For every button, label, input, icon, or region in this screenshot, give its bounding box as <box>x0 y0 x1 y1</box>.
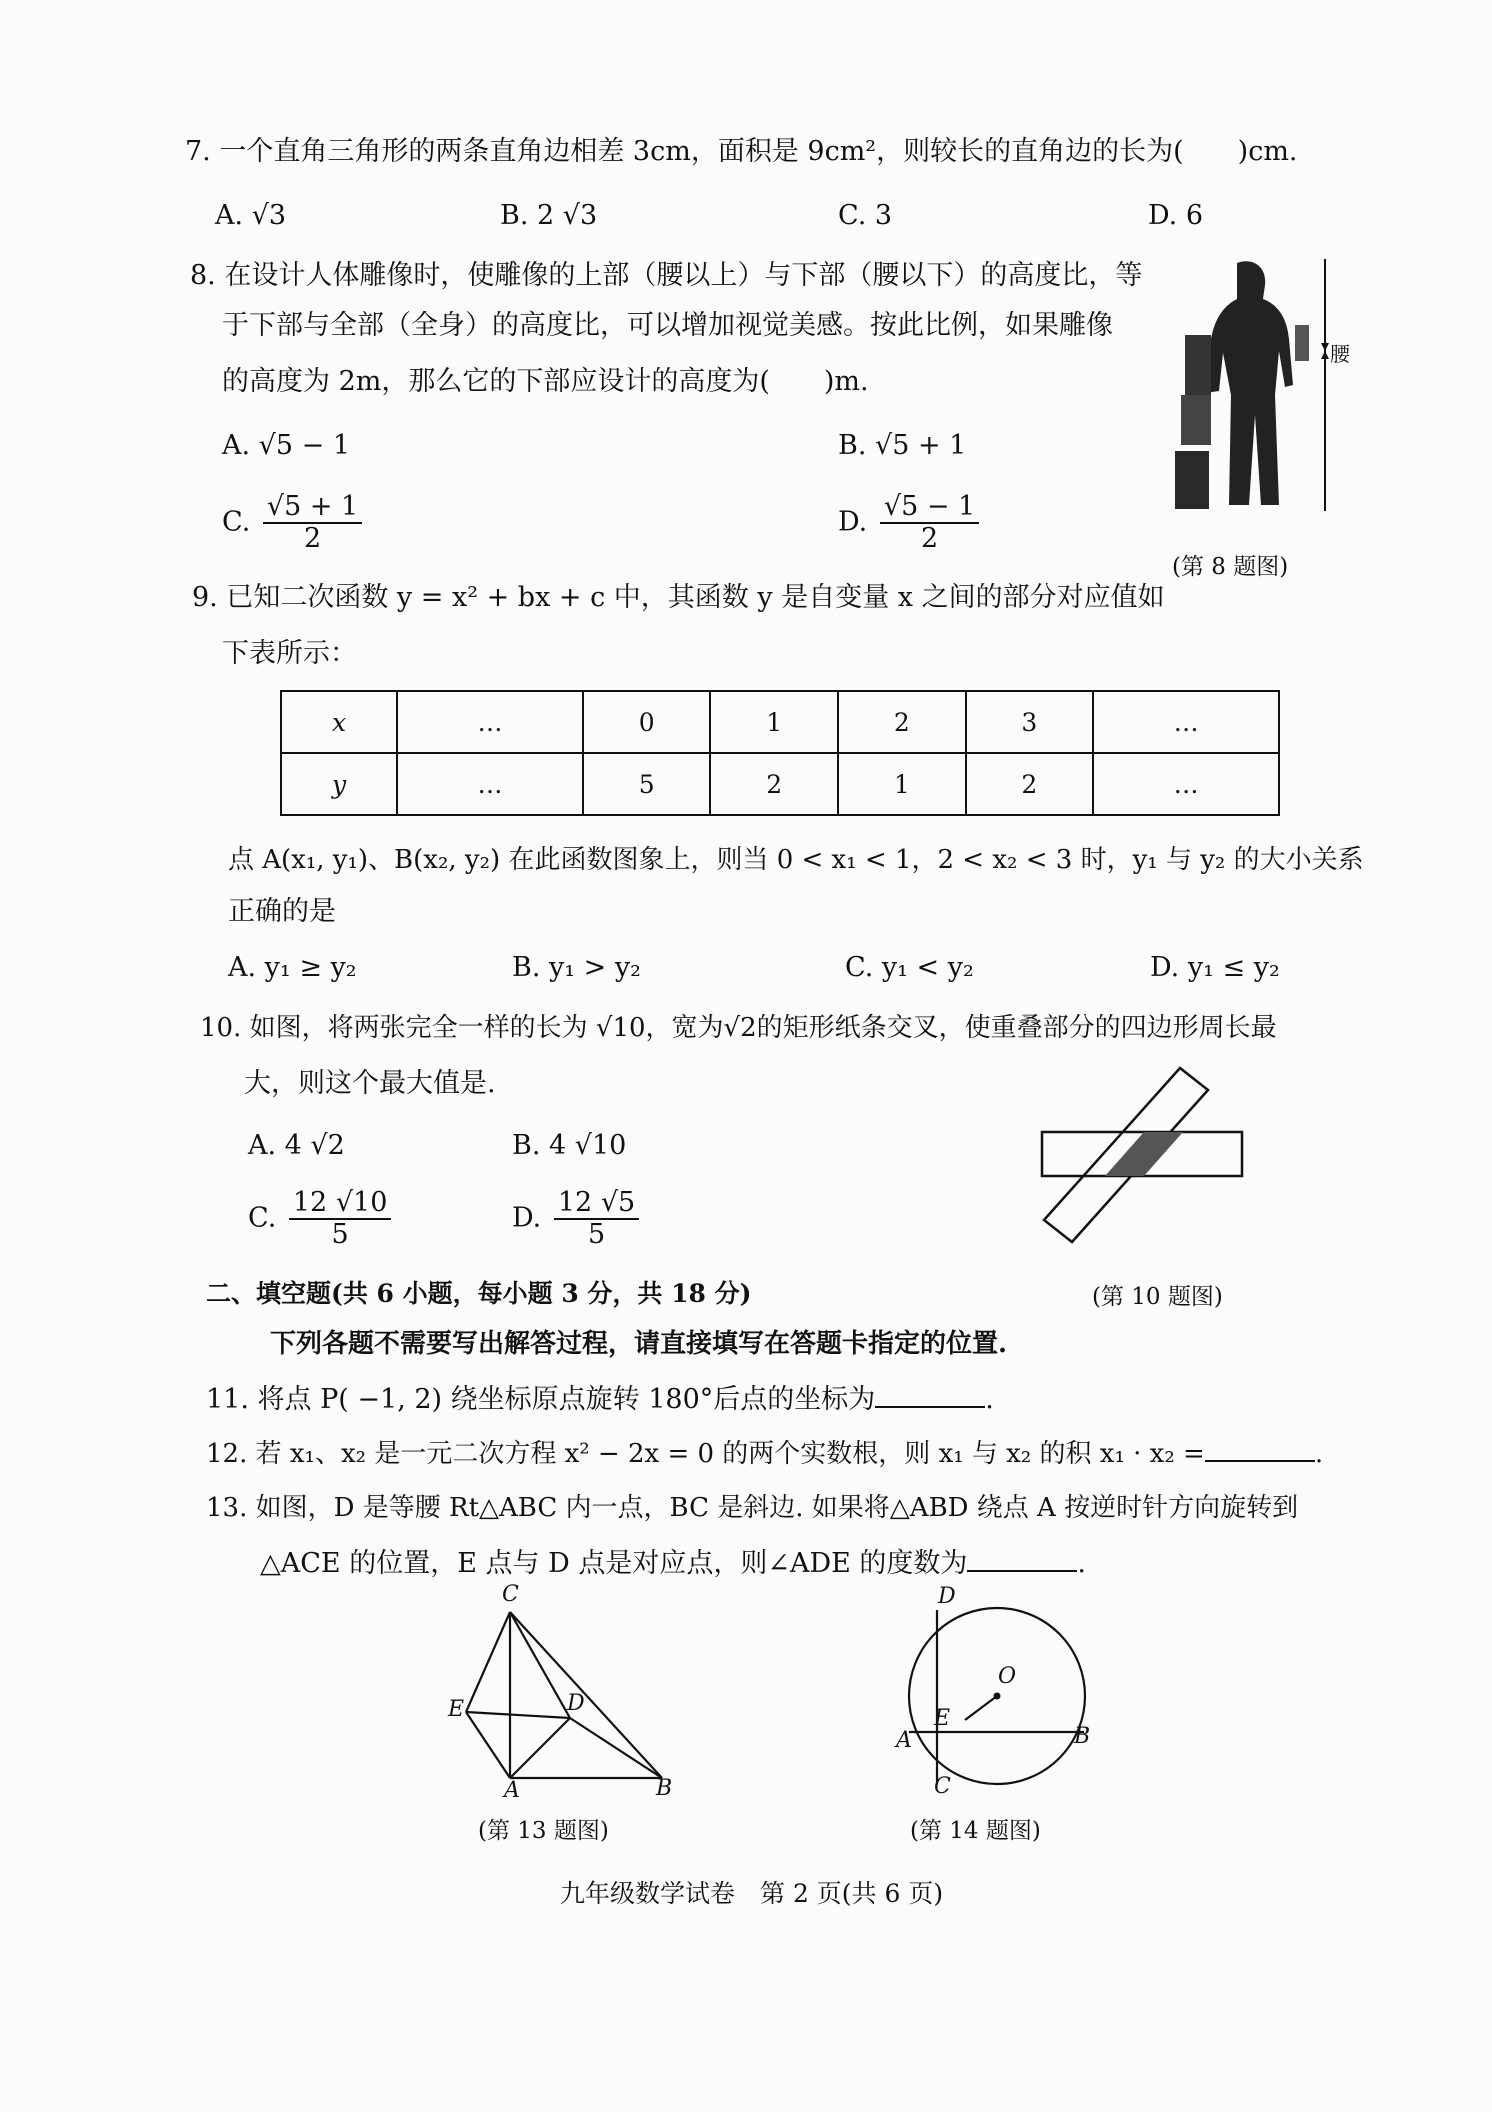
table-cell: 3 <box>966 691 1094 753</box>
q7-option-c: C. 3 <box>838 200 893 231</box>
q13-label-a: A <box>504 1778 520 1803</box>
q9-line2: 下表所示： <box>222 638 357 669</box>
q9-option-b: B. y₁ > y₂ <box>512 952 641 983</box>
q12-end: . <box>1314 1439 1324 1469</box>
table-cell: … <box>397 753 583 815</box>
page-footer: 九年级数学试卷 第 2 页(共 6 页) <box>560 1879 944 1908</box>
q8-figure-label: 腰 <box>1330 342 1350 366</box>
q13-label-c: C <box>502 1582 519 1607</box>
q11-end: . <box>985 1384 994 1415</box>
q10-caption: (第 10 题图) <box>1092 1284 1223 1310</box>
q8-option-a: A. √5 − 1 <box>222 430 351 461</box>
q12-answer-blank <box>1205 1436 1315 1462</box>
q7-option-a: A. √3 <box>215 200 287 231</box>
q11-text: 11. 将点 P( −1, 2) 绕坐标原点旋转 180°后点的坐标为 <box>206 1384 876 1415</box>
q13-end: . <box>1077 1548 1086 1579</box>
q7-option-b: B. 2 √3 <box>500 200 598 231</box>
q10-option-d-numerator: 12 √5 <box>554 1188 639 1220</box>
table-cell: 1 <box>838 753 966 815</box>
q8-option-d <box>838 492 979 554</box>
q9-option-d: D. y₁ ≤ y₂ <box>1150 952 1280 983</box>
q10-option-c-fraction <box>289 1188 392 1250</box>
q14-label-d: D <box>938 1584 956 1609</box>
q14-circle-figure <box>890 1598 1100 1798</box>
q12 <box>206 1436 1323 1472</box>
table-cell: 2 <box>710 753 838 815</box>
q11-answer-blank <box>875 1382 985 1408</box>
q9-value-table <box>280 690 1280 816</box>
q13-answer-blank <box>967 1546 1077 1572</box>
q10-option-b: B. 4 √10 <box>512 1130 627 1161</box>
q13-line1: 13. 如图，D 是等腰 Rt△ABC 内一点，BC 是斜边. 如果将△ABD 绕点 A 按逆时针方向旋转到 <box>206 1493 1299 1523</box>
table-cell: 0 <box>583 691 711 753</box>
table-cell: 5 <box>583 753 711 815</box>
q9-option-a: A. y₁ ≥ y₂ <box>228 952 357 983</box>
table-cell: … <box>397 691 583 753</box>
q13-caption: (第 13 题图) <box>478 1818 609 1844</box>
q10-option-d <box>512 1188 639 1250</box>
table-row <box>281 753 1279 815</box>
q8-line1: 8. 在设计人体雕像时，使雕像的上部（腰以上）与下部（腰以下）的高度比，等 <box>190 260 1143 291</box>
q7-option-d: D. 6 <box>1148 200 1204 231</box>
q14-label-o: O <box>998 1664 1017 1689</box>
q10-option-c <box>248 1188 391 1250</box>
q8-option-b: B. √5 + 1 <box>838 430 967 461</box>
q8-option-d-fraction <box>880 492 979 554</box>
q9-line1: 9. 已知二次函数 y = x² + bx + c 中，其函数 y 是自变量 x 之间的部分对应值如 <box>192 582 1165 613</box>
q13-label-b: B <box>656 1776 673 1801</box>
table-cell: x <box>281 691 397 753</box>
table-row <box>281 691 1279 753</box>
q13-label-d: D <box>567 1691 585 1716</box>
q10-option-c-label: C. <box>248 1202 277 1234</box>
q9-line3: 点 A(x₁, y₁)、B(x₂, y₂) 在此函数图象上，则当 0 < x₁ < 1，2 < x₂ < 3 时，y₁ 与 y₂ 的大小关系 <box>228 845 1364 875</box>
q14-label-a: A <box>896 1728 912 1753</box>
q8-caption: (第 8 题图) <box>1172 554 1289 580</box>
q10-option-d-label: D. <box>512 1202 542 1234</box>
q9-option-c: C. y₁ < y₂ <box>845 952 974 983</box>
q8-option-c-numerator: √5 + 1 <box>263 492 362 524</box>
q13-label-e: E <box>448 1697 465 1722</box>
q10-line2: 大，则这个最大值是. <box>244 1068 496 1099</box>
q10-option-c-numerator: 12 √10 <box>289 1188 392 1220</box>
q13-line2 <box>260 1546 1086 1582</box>
q8-option-c-denominator: 2 <box>303 523 322 554</box>
q10-option-c-denominator: 5 <box>331 1219 349 1250</box>
q14-caption: (第 14 题图) <box>910 1818 1041 1844</box>
q14-label-e: E <box>934 1706 951 1731</box>
table-cell: y <box>281 753 397 815</box>
q8-option-c <box>222 492 362 554</box>
q14-label-b: B <box>1074 1724 1091 1749</box>
table-cell: 2 <box>838 691 966 753</box>
q11 <box>206 1382 994 1418</box>
q10-option-d-denominator: 5 <box>587 1219 606 1250</box>
q10-option-a: A. 4 √2 <box>248 1130 345 1161</box>
q9-line4: 正确的是 <box>228 896 336 927</box>
q8-statue-figure <box>1175 255 1355 515</box>
q12-text: 12. 若 x₁、x₂ 是一元二次方程 x² − 2x = 0 的两个实数根，则 x₁ 与 x₂ 的积 x₁ · x₂ = <box>206 1439 1205 1469</box>
q13-line2-text: △ACE 的位置，E 点与 D 点是对应点，则∠ADE 的度数为 <box>260 1548 968 1579</box>
q8-line3: 的高度为 2m，那么它的下部应设计的高度为( )m. <box>222 366 869 397</box>
table-cell: 2 <box>966 753 1094 815</box>
q8-line2: 于下部与全部（全身）的高度比，可以增加视觉美感。按此比例，如果雕像 <box>222 310 1113 341</box>
q8-option-c-fraction <box>263 492 362 554</box>
table-cell: … <box>1093 753 1279 815</box>
q8-option-d-label: D. <box>838 506 868 538</box>
q8-option-c-label: C. <box>222 506 251 538</box>
q14-label-c: C <box>934 1774 951 1799</box>
section2-title: 二、填空题(共 6 小题，每小题 3 分，共 18 分) <box>206 1279 752 1308</box>
q10-strips-figure <box>1030 1060 1250 1250</box>
table-cell: … <box>1093 691 1279 753</box>
q7-stem: 7. 一个直角三角形的两条直角边相差 3cm，面积是 9cm²，则较长的直角边的长为( )cm. <box>185 136 1298 167</box>
section2-instruction: 下列各题不需要写出解答过程，请直接填写在答题卡指定的位置. <box>270 1329 1008 1359</box>
q10-option-d-fraction <box>554 1188 639 1250</box>
q10-line1: 10. 如图，将两张完全一样的长为 √10，宽为√2的矩形纸条交叉，使重叠部分的四边形周长最 <box>200 1013 1277 1043</box>
q8-option-d-numerator: √5 − 1 <box>880 492 979 524</box>
table-cell: 1 <box>710 691 838 753</box>
q8-option-d-denominator: 2 <box>920 523 939 554</box>
